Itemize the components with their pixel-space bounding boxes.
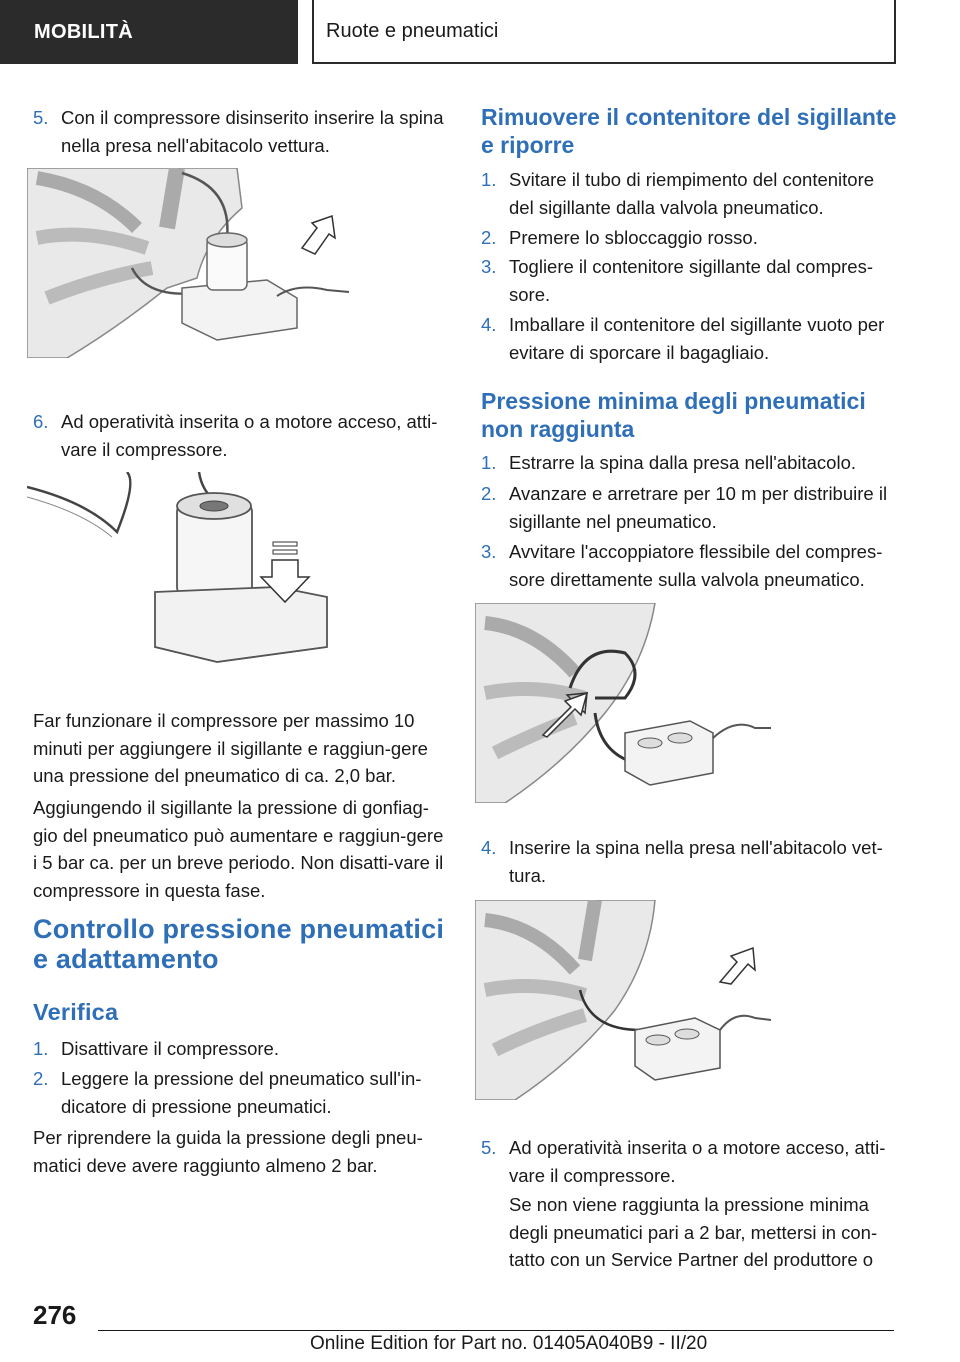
step-number: 1. xyxy=(33,1038,49,1059)
subheading-verifica: Verifica xyxy=(33,999,119,1025)
step-number: 3. xyxy=(481,256,497,277)
footer-divider xyxy=(98,1330,894,1331)
heading-pressure-check: Controllo pressione pneumatici e adattamento xyxy=(33,914,445,974)
step-number: 2. xyxy=(33,1068,49,1089)
step-number: 2. xyxy=(481,483,497,504)
illustration-coupler-valve xyxy=(475,603,775,803)
step-text: Premere lo sbloccaggio rosso. xyxy=(509,227,758,248)
remove-step-1 xyxy=(481,166,899,221)
illustration-compressor-button xyxy=(27,472,357,672)
remove-step-4 xyxy=(481,311,899,366)
section-tab[interactable]: MOBILITÀ xyxy=(0,0,298,64)
step-number: 4. xyxy=(481,314,497,335)
step-text: Ad operatività inserita o a motore acceso, atti‐vare il compressore. xyxy=(509,1137,886,1186)
step-text: Ad operatività inserita o a motore acceso, atti‐vare il compressore. xyxy=(61,411,438,460)
illustration-compressor-plug xyxy=(27,168,357,358)
page-number: 276 xyxy=(33,1300,77,1330)
page-header xyxy=(0,0,960,66)
remove-step-3 xyxy=(481,253,899,308)
step-6-activate xyxy=(33,408,448,463)
step-number: 5. xyxy=(481,1137,497,1158)
heading-remove-container: Rimuovere il contenitore del sigillante e riporre xyxy=(481,104,897,158)
step-text: Inserire la spina nella presa nell'abitacolo vet‐tura. xyxy=(509,837,883,886)
step-text: Avvitare l'accoppiatore flessibile del compres‐sore direttamente sulla valvola pneumatico. xyxy=(509,541,883,590)
step-text: Togliere il contenitore sigillante dal compres‐sore. xyxy=(509,256,874,305)
step-text: Imballare il contenitore del sigillante vuoto per evitare di sporcare il bagagliaio. xyxy=(509,314,885,363)
step-number: 6. xyxy=(33,411,49,432)
step-text: Leggere la pressione del pneumatico sull'in‐dicatore di pressione pneumatici. xyxy=(61,1068,422,1117)
footer-edition: Online Edition for Part no. 01405A040B9 - II/20 xyxy=(310,1333,708,1354)
paragraph-pressure-note: Aggiungendo il sigillante la pressione di gonfiag‐gio del pneumatico può aumentare e raggiun‐gere i 5 bar ca. per un breve periodo. Non disatti‐vare il compressore in questa fase. xyxy=(33,797,444,901)
remove-step-2 xyxy=(481,224,899,252)
heading-min-pressure-not-reached: Pressione minima degli pneumatici non raggiunta xyxy=(481,388,866,442)
step-5-note: Se non viene raggiunta la pressione minima degli pneumatici pari a 2 bar, mettersi in con‐tatto con un Service Partner del produttore o xyxy=(509,1194,878,1270)
step-4-plug-in xyxy=(481,834,899,889)
min-step-2 xyxy=(481,480,899,535)
chapter-title[interactable]: Ruote e pneumatici xyxy=(312,0,896,64)
step-number: 1. xyxy=(481,452,497,473)
step-number: 4. xyxy=(481,837,497,858)
step-number: 1. xyxy=(481,169,497,190)
step-number: 3. xyxy=(481,541,497,562)
paragraph-run-compressor: Far funzionare il compressore per massimo 10 minuti per aggiungere il sigillante e raggiun‐gere una pressione del pneumatico di ca. 2,0 bar. xyxy=(33,710,428,786)
min-step-1 xyxy=(481,449,899,477)
step-text: Disattivare il compressore. xyxy=(61,1038,279,1059)
check-step-2 xyxy=(33,1065,448,1120)
step-text: Con il compressore disinserito inserire la spina nella presa nell'abitacolo vettura. xyxy=(61,107,444,156)
paragraph-min-pressure: Per riprendere la guida la pressione degli pneu‐matici deve avere raggiunto almeno 2 bar. xyxy=(33,1127,423,1176)
step-number: 5. xyxy=(33,107,49,128)
step-5-plug-in xyxy=(33,104,448,159)
step-number: 2. xyxy=(481,227,497,248)
step-5-activate xyxy=(481,1134,899,1189)
step-text: Estrarre la spina dalla presa nell'abitacolo. xyxy=(509,452,857,473)
step-text: Svitare il tubo di riempimento del contenitore del sigillante dalla valvola pneumatico. xyxy=(509,169,875,218)
step-text: Avanzare e arretrare per 10 m per distribuire il sigillante nel pneumatico. xyxy=(509,483,888,532)
min-step-3 xyxy=(481,538,899,593)
check-step-1 xyxy=(33,1035,448,1063)
illustration-compressor-socket xyxy=(475,900,775,1100)
